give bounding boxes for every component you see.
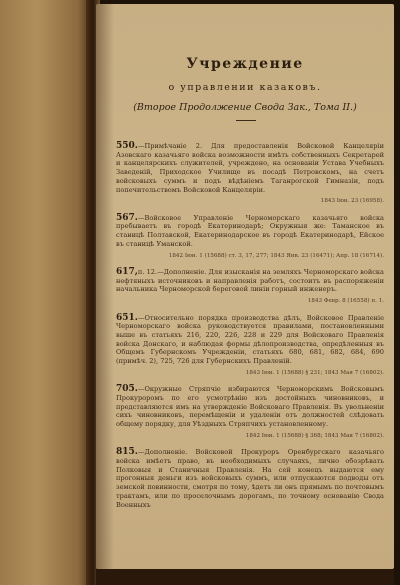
article-number: 567.	[116, 212, 138, 223]
article-number: 705.	[116, 384, 138, 395]
article-text: п. 12.—Дополненіе. Для изысканія на земляхъ Черноморскаго войска нефтяныхъ источниковъ и направленія работъ, состоитъ въ распоряженіи начальника Черноморской береговой линіи горный инженеръ.	[116, 268, 384, 294]
book-page	[96, 4, 394, 569]
source-note: (Второе Продолжение Свода Зак., Тома II.)	[133, 102, 357, 113]
article-text: —Примѣчаніе 2. Для предоставленія Войсковой Канцеляріи Азовскаго казачьяго войска возможности имѣть собственныхъ Секретарей и канцелярскихъ служителей, учреждено, на основаніи Устава Учебныхъ Заведеній, Приходское Училище въ посадѣ Петровскомъ, на счетъ войсковыхъ суммъ и подъ вѣдѣніемъ Таганрогской Гимназіи, подъ попечительствомъ Войсковой Канцеляріи.	[116, 142, 384, 194]
article	[116, 214, 384, 260]
article	[116, 142, 384, 206]
article-text: —Дополненіе. Войсковой Прокуроръ Оренбургскаго казачьяго войска имѣетъ право, въ необходимыхъ случаяхъ, лично обозрѣвать Полковыя и Станичныя Правленія. На сей конецъ выдаются ему прогонныя деньги изъ войсковыхъ суммъ, или отпускаются подводы отъ земской повинности, смотря по тому, ѣдетъ ли онъ прямымъ по почтовымъ трактамъ, или по проселочнымъ дорогамъ, по точному основанію Свода Военныхъ	[116, 448, 384, 509]
book-bottom-edge	[96, 569, 394, 585]
article	[116, 314, 384, 378]
article-number: 617,	[116, 267, 138, 278]
article-citation: 1842 Іюн. 1 (15688) § 368; 1843 Мая 7 (16802).	[245, 432, 384, 439]
article-citation: 1843 Іюн. 1 (15688) § 231; 1843 Мая 7 (16802).	[245, 369, 384, 376]
article-citation: 1843 Іюн. 23 (16958).	[320, 198, 384, 205]
article-number: 651.	[116, 312, 138, 323]
articles-body	[116, 142, 384, 513]
article-text: —Относительно порядка производства дѣлъ, Войсковое Правленіе Черноморскаго войска руководствуется правилами, постановленными выше въ статьяхъ 216, 220, 226, 228 и 229 для Войсковаго Правленія войска Донскаго, и наблюдая формы дѣлопроизводства, опредѣленныя въ Общемъ Губернскомъ Учрежденіи, статьяхъ 680, 681, 682, 684, 690 (примѣч. 2), 725, 726 для Губернскихъ Правленій.	[116, 313, 384, 366]
article-text: —Окружные Стряпчіе избираются Черноморскимъ Войсковымъ Прокуроромъ по его усмотрѣнію изъ достойныхъ чиновниковъ, и представляются имъ на утвержденіе Войсковаго Правленія. Въ увольненіи сихъ чиновниковъ, перемѣщеніи и удаленіи отъ должностей слѣдовать общему порядку, для Уѣздныхъ Стряпчихъ установленному.	[116, 385, 384, 429]
article-text: —Войсковое Управленіе Черноморскаго казачьяго войска пребываетъ въ городѣ Екатеринодарѣ; Окружныя же: Таманское въ станицѣ Полтавской, Екатеринодарское въ городѣ Екатеринодарѣ, Ейское въ станицѣ Уманской.	[116, 213, 384, 248]
article-citation: 1842 Іюн. 1 (15688) ст. 3, 17, 277; 1843 Янв. 23 (16471); Апр. 18 (16714).	[168, 252, 384, 259]
article	[116, 385, 384, 440]
left-page-edge	[0, 0, 92, 585]
divider	[236, 120, 256, 121]
page-subtitle: о управлении казаковъ.	[168, 82, 322, 93]
article-number: 550.	[116, 141, 138, 151]
page-title: Учреждение	[186, 56, 304, 72]
article-citation: 1843 Февр. 8 (16558) п. 1.	[307, 298, 384, 305]
article-number: 815.	[116, 447, 138, 458]
article	[116, 448, 384, 509]
article	[116, 268, 384, 306]
